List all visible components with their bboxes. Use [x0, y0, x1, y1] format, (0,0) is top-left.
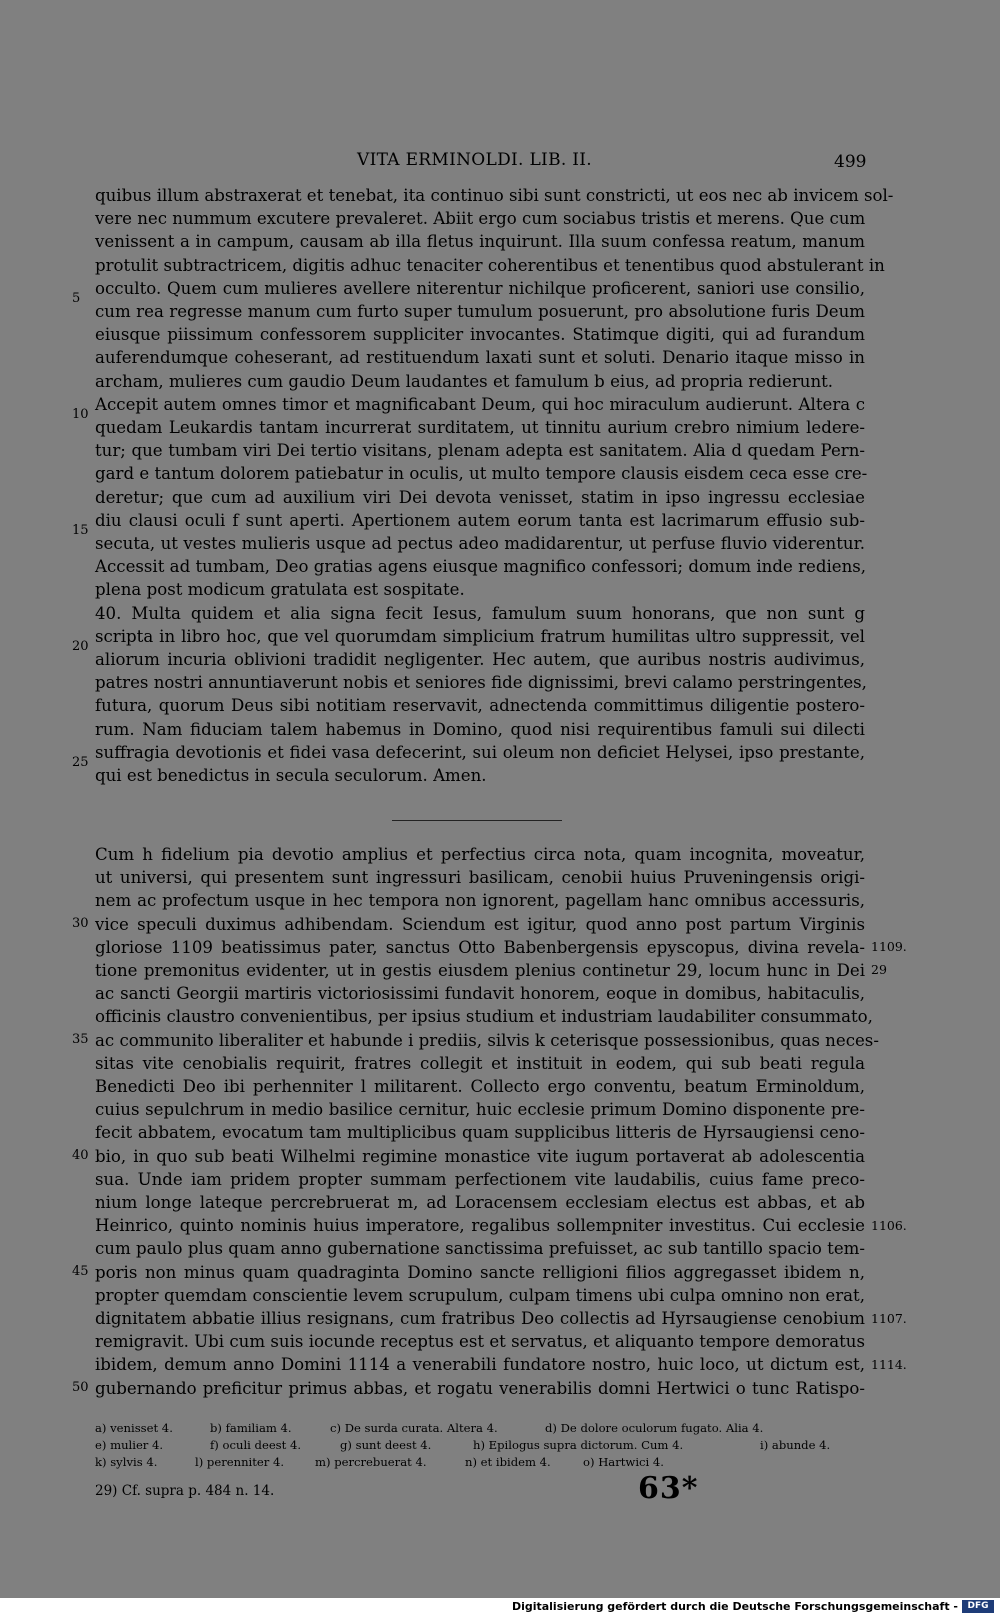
apparatus-note: o) Hartwici 4. [583, 1455, 664, 1469]
apparatus-note: h) Epilogus supra dictorum. Cum 4. [473, 1438, 684, 1452]
text-line: ut universi, qui presentem sunt ingressuri basilicam, cenobii huius Pruveningensis origi- [95, 868, 865, 888]
text-line: venissent a in campum, causam ab illa fletus inquirunt. Illa suum confessa reatum, manum [95, 232, 865, 252]
text-line: plena post modicum gratulata est sospitate. [95, 580, 465, 600]
text-line: suffragia devotionis et fidei vasa defecerint, sui oleum non deficiet Helysei, ipso prestante, [95, 742, 865, 762]
line-number: 45 [72, 1264, 89, 1279]
line-number: 50 [72, 1380, 89, 1395]
digitization-credit: Digitalisierung gefördert durch die Deutsche Forschungsgemeinschaft - [511, 1600, 958, 1613]
text-line: cuius sepulchrum in medio basilice cernitur, huic ecclesie primum Domino disponente pre- [95, 1100, 865, 1120]
line-number: 20 [72, 639, 89, 654]
margin-year: 1107. [871, 1311, 907, 1326]
line-number: 30 [72, 916, 89, 931]
text-line: futura, quorum Deus sibi notitiam reservavit, adnectenda committimus diligentie postero- [95, 696, 865, 716]
text-line: quedam Leukardis tantam incurrerat surditatem, ut tinnitu aurium crebro nimium ledere- [95, 418, 865, 437]
text-line: remigravit. Ubi cum suis iocunde receptus est et servatus, et aliquanto tempore demoratus [95, 1332, 865, 1352]
text-line: gard e tantum dolorem patiebatur in oculis, ut multo tempore clausis eisdem ceca esse cre- [95, 464, 868, 484]
margin-year: 1106. [871, 1218, 907, 1233]
text-line: Benedicti Deo ibi perhenniter l militarent. Collecto ergo conventu, beatum Erminoldum, [95, 1077, 865, 1096]
apparatus-note: l) perenniter 4. [195, 1455, 285, 1469]
text-line: cum rea regresse manum cum furto super tumulum posuerunt, pro absolutione furis Deum [95, 302, 865, 321]
line-number: 10 [72, 407, 89, 422]
text-line: poris non minus quam quadraginta Domino sancte relligioni filios aggregasset ibidem n, [95, 1262, 865, 1282]
line-number: 25 [72, 755, 89, 770]
digitization-bar [0, 1598, 1000, 1616]
apparatus-note: m) percrebuerat 4. [315, 1455, 427, 1469]
text-line: auferendumque coheserant, ad restituendum laxati sunt et soluti. Denario itaque misso in [95, 348, 865, 368]
footnote: 29) Cf. supra p. 484 n. 14. [95, 1483, 275, 1499]
text-line: vere nec nummum excutere prevaleret. Abiit ergo cum sociabus tristis et merens. Que cum [95, 209, 866, 229]
page-number: 499 [834, 152, 867, 172]
text-line: sua. Unde iam pridem propter summam perfectionem vite laudabilis, cuius fame preco- [95, 1169, 865, 1189]
apparatus-note: n) et ibidem 4. [465, 1455, 551, 1469]
text-line: ac sancti Georgii martiris victoriosissimi fundavit honorem, eoque in domibus, habitaculis, [95, 984, 865, 1004]
text-line: quibus illum abstraxerat et tenebat, ita continuo sibi sunt constricti, ut eos nec ab invicem sol- [95, 186, 894, 205]
running-header [0, 146, 1000, 176]
text-line: occulto. Quem cum mulieres avellere niterentur nichilque proficerent, saniori use consilio, [95, 278, 865, 298]
text-line: 40. Multa quidem et alia signa fecit Iesus, famulum suum honorans, que non sunt g [95, 603, 865, 623]
text-line: scripta in libro hoc, que vel quorumdam simplicium fratrum humilitas ultro suppressit, vel [95, 626, 865, 646]
text-line: propter quemdam conscientie levem scrupulum, culpam timens ubi culpa omnino non erat, [95, 1285, 865, 1305]
text-line: qui est benedictus in secula seculorum. Amen. [95, 766, 487, 785]
text-line: eiusque piissimum confessorem suppliciter invocantes. Statimque digiti, qui ad furandum [95, 325, 865, 345]
text-line: Cum h fidelium pia devotio amplius et perfectius circa nota, quam incognita, moveatur, [95, 845, 865, 864]
apparatus-note: e) mulier 4. [95, 1438, 164, 1452]
line-number: 5 [72, 291, 81, 306]
margin-year: 29 [871, 962, 887, 977]
text-line: rum. Nam fiduciam talem habemus in Domino, quod nisi requirentibus famuli sui dilecti [95, 719, 865, 739]
text-line: secuta, ut vestes mulieris usque ad pectus adeo madidarentur, ut perfuse fluvio viderentur. [95, 534, 865, 553]
text-line: tione premonitus evidenter, ut in gestis eiusdem plenius continetur 29, locum hunc in Dei [95, 961, 865, 980]
text-line: patres nostri annuntiaverunt nobis et seniores fide dignissimi, brevi calamo perstringentes, [95, 673, 867, 693]
section-divider [392, 820, 562, 821]
text-line: fecit abbatem, evocatum tam multiplicibus quam supplicibus litteris de Hyrsaugiensi ceno- [95, 1123, 865, 1143]
text-line: Accepit autem omnes timor et magnificabant Deum, qui hoc miraculum audierunt. Altera c [95, 394, 865, 414]
text-line: cum paulo plus quam anno gubernatione sanctissima prefuisset, ac sub tantillo spacio tem- [95, 1239, 865, 1259]
apparatus-note: c) De surda curata. Altera 4. [330, 1421, 498, 1435]
apparatus-note: g) sunt deest 4. [340, 1438, 432, 1452]
text-line: dignitatem abbatie illius resignans, cum fratribus Deo collectis ad Hyrsaugiense cenobium [95, 1309, 865, 1328]
apparatus-note: b) familiam 4. [210, 1421, 292, 1435]
text-line: ac communito liberaliter et habunde i prediis, silvis k ceterisque possessionibus, quas neces- [95, 1030, 879, 1050]
line-number: 35 [72, 1032, 89, 1047]
text-line: Heinrico, quinto nominis huius imperatore, regalibus sollempniter investitus. Cui ecclesie [95, 1216, 865, 1236]
text-line: officinis claustro convenientibus, per ipsius studium et industriam laudabiliter consummato, [95, 1007, 873, 1027]
apparatus-note: k) sylvis 4. [95, 1455, 158, 1469]
apparatus-note: d) De dolore oculorum fugato. Alia 4. [545, 1421, 764, 1435]
text-line: archam, mulieres cum gaudio Deum laudantes et famulum b eius, ad propria redierunt. [95, 371, 834, 391]
text-line: gloriose 1109 beatissimus pater, sanctus Otto Babenbergensis epyscopus, divina revela- [95, 937, 865, 957]
margin-year: 1114. [871, 1357, 907, 1372]
text-line: diu clausi oculi f sunt aperti. Apertionem autem eorum tanta est lacrimarum effusio sub- [95, 510, 865, 530]
text-line: Accessit ad tumbam, Deo gratias agens eiusque magnifico confessori; domum inde rediens, [95, 557, 867, 577]
line-number: 15 [72, 523, 89, 538]
text-line: protulit subtractricem, digitis adhuc tenaciter coherentibus et tenentibus quod abstulerant in [95, 255, 885, 275]
text-line: aliorum incuria oblivioni tradidit negligenter. Hec autem, que auribus nostris audivimus, [95, 650, 865, 669]
apparatus-note: f) oculi deest 4. [210, 1438, 302, 1452]
text-line: sitas vite cenobialis requirit, fratres collegit et instituit in eodem, qui sub beati regula [95, 1053, 865, 1073]
text-line: tur; que tumbam viri Dei tertio visitans, plenam adepta est sanitatem. Alia d quedam Pern- [95, 441, 865, 461]
text-line: ibidem, demum anno Domini 1114 a venerabili fundatore nostro, huic loco, ut dictum est, [95, 1355, 865, 1375]
line-number: 40 [72, 1148, 89, 1163]
text-line: vice speculi duximus adhibendam. Sciendum est igitur, quod anno post partum Virginis [95, 914, 865, 934]
text-line: deretur; que cum ad auxilium viri Dei devota venisset, statim in ipso ingressu ecclesiae [95, 487, 865, 507]
sheet-signature: 63* [638, 1471, 699, 1506]
text-line: bio, in quo sub beati Wilhelmi regimine monastice vite iugum portaverat ab adolescentia [95, 1146, 865, 1166]
margin-year: 1109. [871, 939, 907, 954]
text-line: nem ac profectum usque in hec tempora non ignorent, pagellam hanc omnibus accessuris, [95, 891, 865, 911]
apparatus-note: a) venisset 4. [95, 1421, 173, 1435]
text-line: gubernando preficitur primus abbas, et rogatu venerabilis domni Hertwici o tunc Ratispo- [95, 1378, 865, 1398]
running-title: VITA ERMINOLDI. LIB. II. [357, 150, 593, 170]
apparatus-note: i) abunde 4. [760, 1438, 831, 1452]
text-line: nium longe lateque percrebruerat m, ad Loracensem ecclesiam electus est abbas, et ab [95, 1193, 865, 1212]
dfg-logo: DFG [962, 1600, 994, 1613]
